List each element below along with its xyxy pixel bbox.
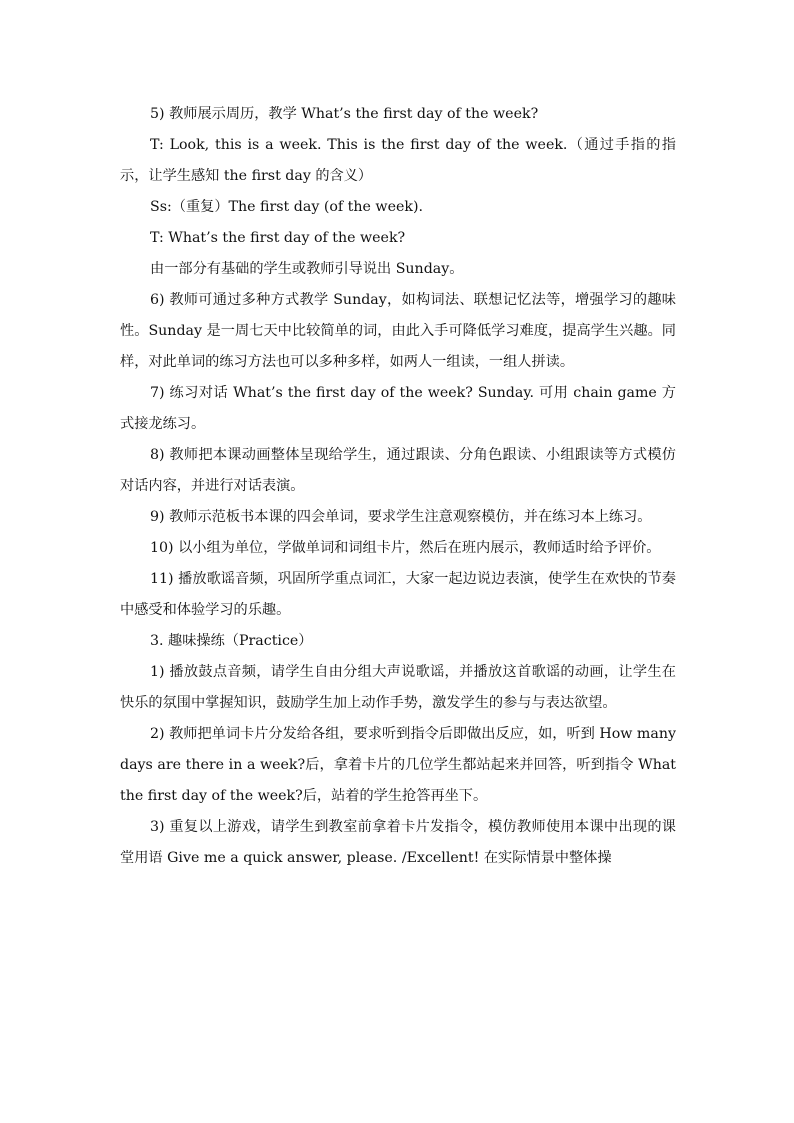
paragraph-practice-2: 2) 教师把单词卡片分发给各组，要求听到指令后即做出反应，如，听到 How many days are there in a week?后，拿着卡片的几位学生都站起来并回答，听到指令 What the first day of the week?后，站着的学生抢答再坐下。 — [120, 726, 676, 804]
paragraph-practice-1: 1) 播放鼓点音频，请学生自由分组大声说歌谣，并播放这首歌谣的动画，让学生在快乐的氛围中掌握知识，鼓励学生加上动作手势，激发学生的参与与表达欲望。 — [120, 664, 676, 711]
paragraph-step-11: 11) 播放歌谣音频，巩固所学重点词汇，大家一起边说边表演，使学生在欢快的节奏中感受和体验学习的乐趣。 — [120, 571, 676, 618]
paragraph-practice-3: 3) 重复以上游戏，请学生到教室前拿着卡片发指令，模仿教师使用本课中出现的课堂用语 Give me a quick answer, please. /Excellent! 在实际情景中整体操 — [120, 819, 676, 866]
paragraph-teacher-line-1: T: Look, this is a week. This is the first day of the week.（通过手指的指示，让学生感知 the first day 的含义） — [120, 137, 676, 184]
paragraph-step-8: 8) 教师把本课动画整体呈现给学生，通过跟读、分角色跟读、小组跟读等方式模仿对话内容，并进行对话表演。 — [120, 447, 676, 494]
paragraph-step-10: 10) 以小组为单位，学做单词和词组卡片，然后在班内展示，教师适时给予评价。 — [150, 540, 661, 556]
paragraph-step-9: 9) 教师示范板书本课的四会单词，要求学生注意观察模仿，并在练习本上练习。 — [150, 509, 652, 525]
paragraph-students-repeat: Ss:（重复）The first day (of the week). — [150, 199, 423, 215]
paragraph-teacher-line-2: T: What’s the first day of the week? — [150, 230, 406, 246]
section-heading-practice: 3. 趣味操练（Practice） — [150, 633, 313, 649]
paragraph-step-5: 5) 教师展示周历，教学 What’s the first day of the week? — [150, 106, 539, 122]
document-body — [120, 99, 676, 874]
paragraph-guide-sunday: 由一部分有基础的学生或教师引导说出 Sunday。 — [150, 261, 464, 277]
paragraph-step-7: 7) 练习对话 What’s the first day of the week? Sunday. 可用 chain game 方式接龙练习。 — [120, 385, 676, 432]
paragraph-step-6: 6) 教师可通过多种方式教学 Sunday，如构词法、联想记忆法等，增强学习的趣味性。Sunday 是一周七天中比较简单的词，由此入手可降低学习难度，提高学生兴趣。同样，对此单词的练习方法也可以多种多样，如两人一组读，一组人拼读。 — [120, 292, 676, 370]
